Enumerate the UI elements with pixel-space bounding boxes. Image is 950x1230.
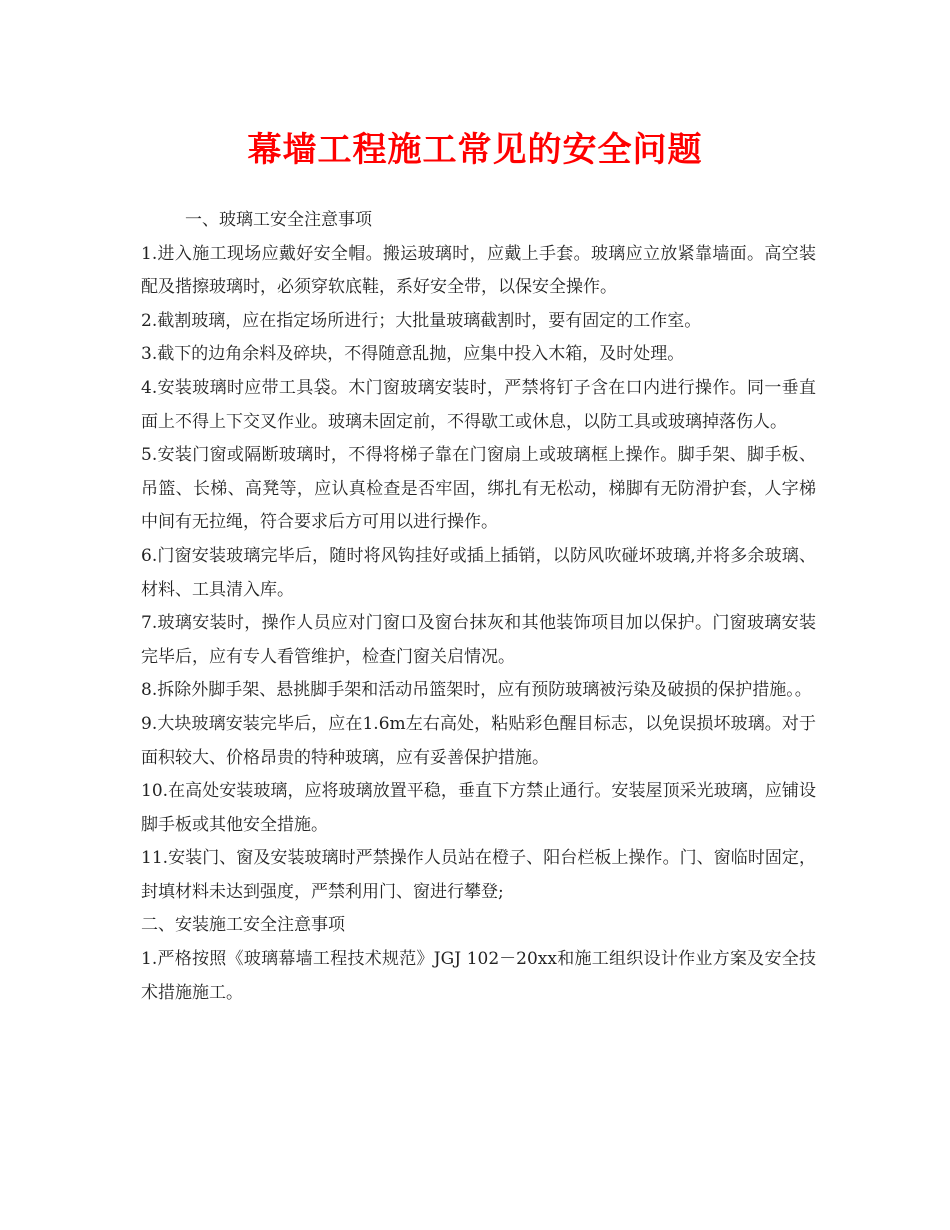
- paragraph-item-6: 6.门窗安装玻璃完毕后，随时将风钩挂好或插上插销，以防风吹碰坏玻璃,并将多余玻璃、材料、工具清入库。: [141, 545, 816, 600]
- paragraph-item-10: 10.在高处安装玻璃，应将玻璃放置平稳，垂直下方禁止通行。安装屋顶采光玻璃，应铺设脚手板或其他安全措施。: [141, 781, 816, 835]
- paragraph-item-4: 4.安装玻璃时应带工具袋。木门窗玻璃安装时，严禁将钉子含在口内进行操作。同一垂直面上不得上下交叉作业。玻璃未固定前，不得歇工或休息，以防工具或玻璃掉落伤人。: [141, 377, 816, 432]
- paragraph-item-9: 9.大块玻璃安装完毕后，应在1.6m左右高处，粘贴彩色醒目标志，以免误损坏玻璃。对于面积较大、价格昂贵的特种玻璃，应有妥善保护措施。: [141, 713, 816, 768]
- paragraph-item-8: 8.拆除外脚手架、悬挑脚手架和活动吊篮架时，应有预防玻璃被污染及破损的保护措施。。: [141, 680, 812, 701]
- paragraph-item-3: 3.截下的边角余料及碎块，不得随意乱抛，应集中投入木箱，及时处理。: [141, 344, 685, 365]
- section-heading-glass-work: 一、玻璃工安全注意事项: [185, 210, 372, 230]
- document-body: [141, 204, 816, 1010]
- paragraph-install-item-1: 1.严格按照《玻璃幕墙工程技术规范》JGJ 102－20xx和施工组织设计作业方案及安全技术措施施工。: [141, 949, 816, 1003]
- section-heading-installation: 二、安装施工安全注意事项: [141, 915, 345, 936]
- document-title: 幕墙工程施工常见的安全问题: [247, 130, 703, 170]
- paragraph-item-1: 1.进入施工现场应戴好安全帽。搬运玻璃时，应戴上手套。玻璃应立放紧靠墙面。高空装配及揩擦玻璃时，必须穿软底鞋，系好安全带，以保安全操作。: [141, 243, 816, 298]
- paragraph-item-7: 7.玻璃安装时，操作人员应对门窗口及窗台抹灰和其他装饰项目加以保护。门窗玻璃安装完毕后，应有专人看管维护，检查门窗关启情况。: [141, 613, 816, 667]
- paragraph-item-5: 5.安装门窗或隔断玻璃时，不得将梯子靠在门窗扇上或玻璃框上操作。脚手架、脚手板、吊篮、长梯、高凳等，应认真检查是否牢固，绑扎有无松动，梯脚有无防滑护套，人字梯中间有无拉绳，符合要求后方可用以进行操作。: [141, 445, 816, 533]
- paragraph-item-2: 2.截割玻璃，应在指定场所进行；大批量玻璃截割时，要有固定的工作室。: [141, 310, 702, 331]
- paragraph-item-11: 11.安装门、窗及安装玻璃时严禁操作人员站在橙子、阳台栏板上操作。门、窗临时固定，封填材料未达到强度，严禁利用门、窗进行攀登;: [141, 848, 816, 902]
